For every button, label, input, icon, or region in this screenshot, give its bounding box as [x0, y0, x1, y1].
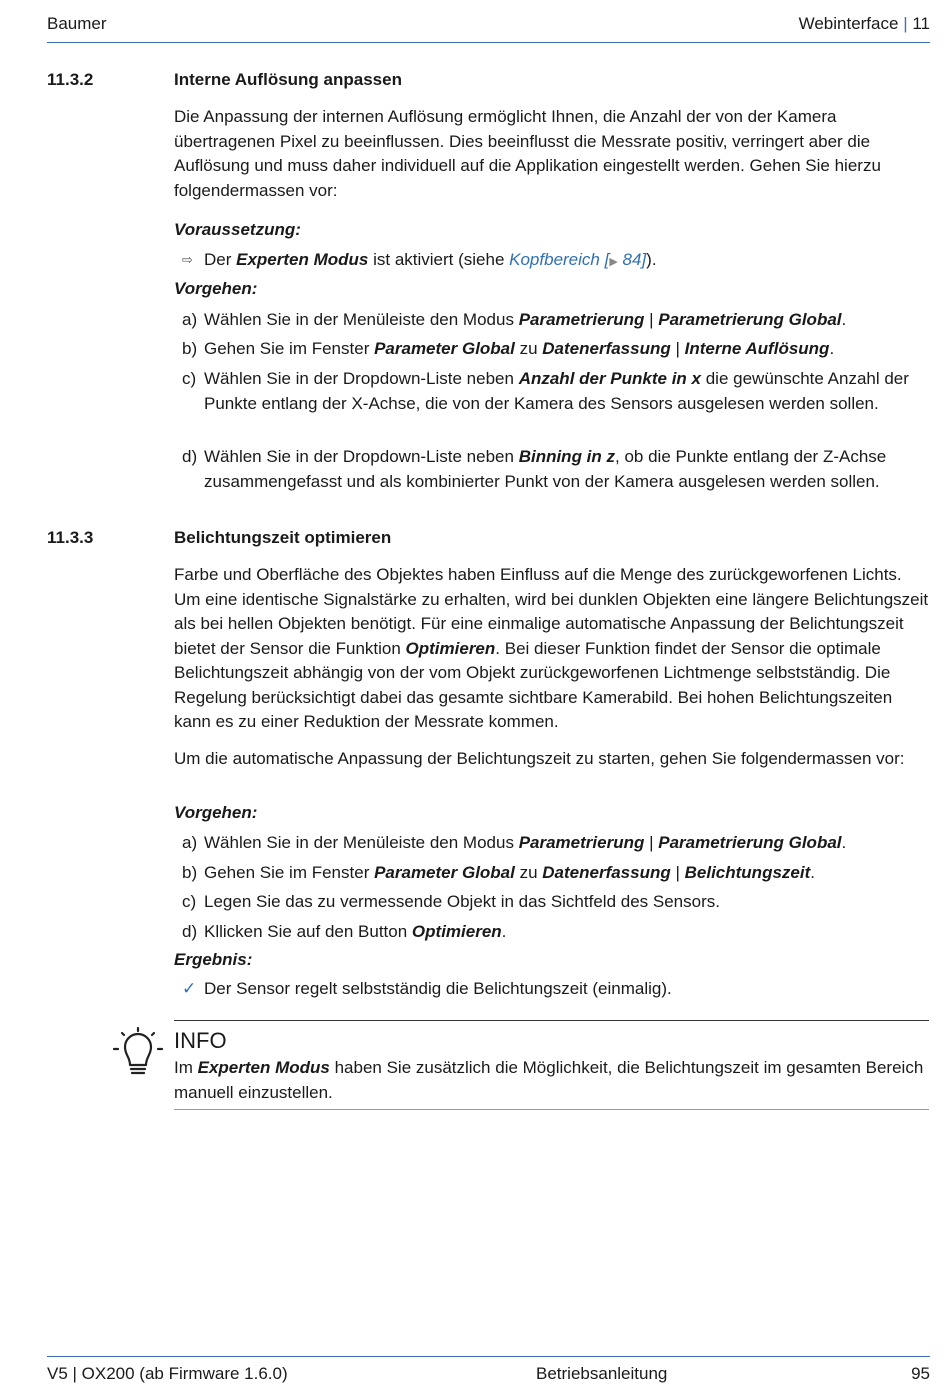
- footer-document-type: Betriebsanleitung: [536, 1364, 668, 1383]
- header-section: [799, 14, 930, 34]
- list-item: b) Gehen Sie im Fenster Parameter Global zu Datenerfassung | Interne Auflösung.: [182, 339, 835, 358]
- info-divider-top: [174, 1020, 929, 1021]
- arrow-outline-icon: ⇨: [182, 252, 193, 267]
- header-chapter-title: Webinterface: [798, 14, 899, 33]
- list-item: d) Kllicken Sie auf den Button Optimieren.: [182, 922, 507, 941]
- page-arrow-icon: ▶: [609, 256, 618, 268]
- prerequisite-label: Voraussetzung:: [174, 220, 301, 239]
- section-title: Interne Auflösung anpassen: [174, 70, 402, 89]
- steps-label: Vorgehen:: [174, 279, 258, 298]
- footer-document-version: V5 | OX200 (ab Firmware 1.6.0): [47, 1364, 288, 1383]
- list-item: a) Wählen Sie in der Menüleiste den Modus Parametrierung | Parametrierung Global.: [182, 310, 847, 329]
- cross-reference-link[interactable]: Kopfbereich [▶ 84]: [509, 250, 647, 269]
- list-item: d) Wählen Sie in der Dropdown-Liste neben Binning in z, ob die Punkte entlang der Z-Achse zusammengefasst und als kombinierter Punkt von der Kamera ausgelesen werden sollen.: [182, 447, 887, 491]
- section-paragraph: Um die automatische Anpassung der Belichtungszeit zu starten, gehen Sie folgendermassen vor:: [174, 749, 905, 768]
- list-item: c) Legen Sie das zu vermessende Objekt in das Sichtfeld des Sensors.: [182, 892, 720, 911]
- page-footer: [47, 1356, 930, 1388]
- info-text: Im Experten Modus haben Sie zusätzlich die Möglichkeit, die Belichtungszeit im gesamten Bereich manuell einzustellen.: [174, 1058, 924, 1102]
- section-number: 11.3.3: [47, 528, 94, 547]
- prerequisite-item: ⇨ Der Experten Modus ist aktiviert (siehe Kopfbereich [▶ 84]).: [182, 248, 929, 275]
- list-item: a) Wählen Sie in der Menüleiste den Modus Parametrierung | Parametrierung Global.: [182, 833, 847, 852]
- footer-page-number: 95: [911, 1364, 930, 1383]
- header-separator: |: [903, 14, 908, 33]
- info-title: INFO: [174, 1028, 227, 1053]
- section-number: 11.3.2: [47, 70, 94, 89]
- section-title: Belichtungszeit optimieren: [174, 528, 392, 547]
- checkmark-icon: ✓: [182, 979, 197, 998]
- section-paragraph: Farbe und Oberfläche des Objektes haben Einfluss auf die Menge des zurückgeworfenen Lichts. Um eine identische Signalstärke zu erhalten, wird bei dunklen Objekten eine längere Belichtungszeit als bei hellen Objekten benötigt. Für eine einmalige automatische Anpassung der Belichtungszeit bietet der Sensor die Funktion Optimieren. Bei dieser Funktion findet der Sensor die optimale Belichtungszeit abhängig von der vom Objekt zurückgeworfenen Lichtmenge selbstständig. Die Regelung berücksichtigt dabei das gesamte sichtbare Kamerabild. Bei hohen Belichtungszeiten kann es zu einer Reduktion der Messrate kommen.: [174, 565, 929, 731]
- info-divider-bottom: [174, 1109, 929, 1110]
- section-intro: Die Anpassung der internen Auflösung ermöglicht Ihnen, die Anzahl der von der Kamera übertragenen Pixel zu beeinflussen. Dies beeinflusst die Messrate positiv, verringert aber die Auflösung und muss daher individuell auf die Applikation eingestellt werden. Gehen Sie hierzu folgendermassen vor:: [174, 107, 881, 200]
- steps-label: Vorgehen:: [174, 803, 258, 822]
- header-company: Baumer: [47, 14, 107, 33]
- page-header: [47, 14, 930, 43]
- list-item: b) Gehen Sie im Fenster Parameter Global zu Datenerfassung | Belichtungszeit.: [182, 863, 815, 882]
- result-label: Ergebnis:: [174, 950, 253, 969]
- header-chapter-number: 11: [912, 14, 930, 33]
- result-item: ✓ Der Sensor regelt selbstständig die Belichtungszeit (einmalig).: [182, 977, 929, 1002]
- list-item: c) Wählen Sie in der Dropdown-Liste neben Anzahl der Punkte in x die gewünschte Anzahl der Punkte entlang der X-Achse, die von der Kamera des Sensors ausgelesen werden sollen.: [182, 369, 909, 413]
- lightbulb-icon: [113, 1027, 163, 1079]
